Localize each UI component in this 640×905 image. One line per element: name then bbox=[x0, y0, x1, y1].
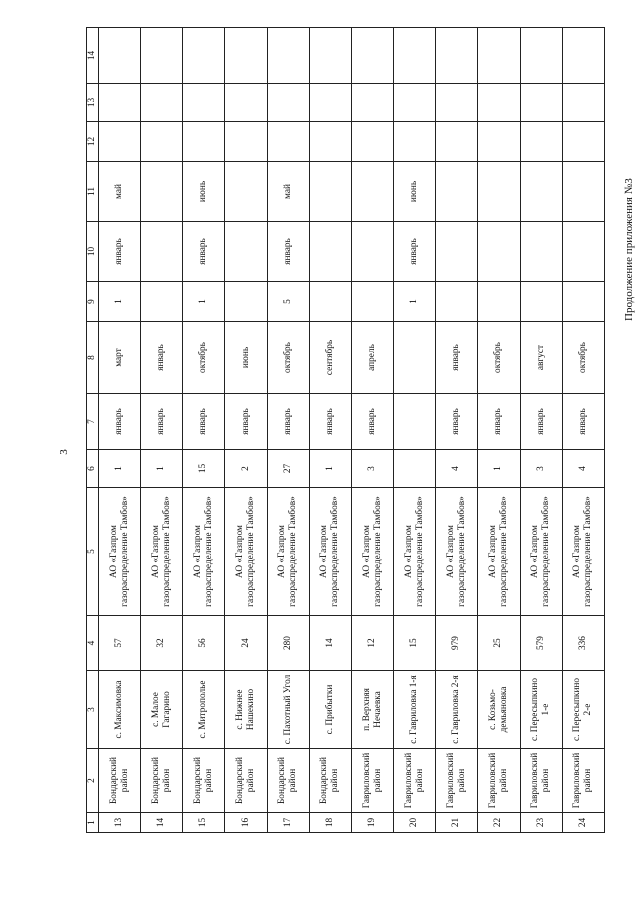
table-cell: с. Пересыпкино 2-е bbox=[562, 671, 604, 749]
table-cell: январь bbox=[99, 394, 141, 450]
table-cell bbox=[520, 222, 562, 282]
column-header: 8 bbox=[87, 322, 99, 394]
table-cell: январь bbox=[562, 394, 604, 450]
table-cell bbox=[436, 122, 478, 162]
table-row bbox=[394, 28, 436, 833]
table-cell bbox=[183, 84, 225, 122]
table-cell: январь bbox=[267, 394, 309, 450]
table-cell: январь bbox=[520, 394, 562, 450]
table-cell: 15 bbox=[394, 616, 436, 671]
table-cell bbox=[99, 28, 141, 84]
table-cell bbox=[267, 28, 309, 84]
table-cell: 22 bbox=[478, 813, 520, 833]
column-header: 6 bbox=[87, 450, 99, 488]
table-cell bbox=[520, 162, 562, 222]
table-cell bbox=[436, 162, 478, 222]
table-cell: июнь bbox=[183, 162, 225, 222]
table-cell: апрель bbox=[351, 322, 393, 394]
table-cell: АО «Газпром газораспределение Тамбов» bbox=[309, 488, 351, 616]
table-cell: 979 bbox=[436, 616, 478, 671]
table-cell: АО «Газпром газораспределение Тамбов» bbox=[478, 488, 520, 616]
table-row bbox=[99, 28, 141, 833]
table-cell: 3 bbox=[351, 450, 393, 488]
table-cell: 1 bbox=[309, 450, 351, 488]
page-number: 3 bbox=[58, 449, 70, 455]
table-cell bbox=[99, 84, 141, 122]
column-header: 12 bbox=[87, 122, 99, 162]
table-cell: АО «Газпром газораспределение Тамбов» bbox=[141, 488, 183, 616]
table-cell: 1 bbox=[183, 282, 225, 322]
table-cell bbox=[225, 28, 267, 84]
table-cell: 2 bbox=[225, 450, 267, 488]
table-cell bbox=[225, 222, 267, 282]
table-cell bbox=[562, 28, 604, 84]
table-cell bbox=[436, 28, 478, 84]
table-cell bbox=[562, 222, 604, 282]
table-cell: январь bbox=[394, 222, 436, 282]
table-cell: с. Митрополье bbox=[183, 671, 225, 749]
table-cell: с. Прибытки bbox=[309, 671, 351, 749]
table-cell: Гавриловский район bbox=[562, 749, 604, 813]
table-cell bbox=[394, 28, 436, 84]
table-cell: 5 bbox=[267, 282, 309, 322]
table-cell bbox=[436, 84, 478, 122]
rotated-table-wrapper bbox=[86, 28, 605, 833]
table-cell: АО «Газпром газораспределение Тамбов» bbox=[520, 488, 562, 616]
table-cell bbox=[478, 162, 520, 222]
table-cell: октябрь bbox=[478, 322, 520, 394]
table-row bbox=[309, 28, 351, 833]
table-cell: 15 bbox=[183, 450, 225, 488]
table-cell: январь bbox=[309, 394, 351, 450]
table-cell: 336 bbox=[562, 616, 604, 671]
table-cell: 17 bbox=[267, 813, 309, 833]
data-table bbox=[86, 27, 605, 833]
table-cell: АО «Газпром газораспределение Тамбов» bbox=[99, 488, 141, 616]
table-cell: 20 bbox=[394, 813, 436, 833]
table-cell bbox=[141, 84, 183, 122]
table-row bbox=[562, 28, 604, 833]
table-cell: 579 bbox=[520, 616, 562, 671]
table-cell: январь bbox=[351, 394, 393, 450]
table-row bbox=[520, 28, 562, 833]
column-header: 2 bbox=[87, 749, 99, 813]
table-cell: АО «Газпром газораспределение Тамбов» bbox=[394, 488, 436, 616]
table-cell: 27 bbox=[267, 450, 309, 488]
table-cell bbox=[562, 84, 604, 122]
table-cell bbox=[478, 282, 520, 322]
table-cell bbox=[309, 282, 351, 322]
table-cell: с. Нижнее Нашекино bbox=[225, 671, 267, 749]
table-cell: Бондарский район bbox=[141, 749, 183, 813]
table-cell: с. Пахотный Угол bbox=[267, 671, 309, 749]
table-cell: 21 bbox=[436, 813, 478, 833]
table-cell bbox=[183, 28, 225, 84]
column-header: 13 bbox=[87, 84, 99, 122]
table-cell: АО «Газпром газораспределение Тамбов» bbox=[183, 488, 225, 616]
table-cell: май bbox=[99, 162, 141, 222]
table-cell: июнь bbox=[225, 322, 267, 394]
table-cell: январь bbox=[183, 222, 225, 282]
table-cell: Бондарский район bbox=[309, 749, 351, 813]
table-cell: Гавриловский район bbox=[436, 749, 478, 813]
table-cell bbox=[183, 122, 225, 162]
table-cell: 3 bbox=[520, 450, 562, 488]
column-header: 5 bbox=[87, 488, 99, 616]
table-cell bbox=[478, 84, 520, 122]
table-cell: январь bbox=[478, 394, 520, 450]
table-cell: АО «Газпром газораспределение Тамбов» bbox=[267, 488, 309, 616]
table-cell: январь bbox=[141, 394, 183, 450]
table-cell bbox=[478, 122, 520, 162]
table-cell: 16 bbox=[225, 813, 267, 833]
table-row bbox=[141, 28, 183, 833]
table-cell: 14 bbox=[309, 616, 351, 671]
table-cell bbox=[99, 122, 141, 162]
table-cell: АО «Газпром газораспределение Тамбов» bbox=[225, 488, 267, 616]
column-header: 9 bbox=[87, 282, 99, 322]
table-cell: с. Пересыпкино 1-е bbox=[520, 671, 562, 749]
table-cell: октябрь bbox=[562, 322, 604, 394]
table-row bbox=[225, 28, 267, 833]
appendix-caption: Продолжение приложения №3 bbox=[623, 178, 635, 321]
table-cell: октябрь bbox=[267, 322, 309, 394]
column-header: 3 bbox=[87, 671, 99, 749]
table-cell bbox=[351, 28, 393, 84]
table-row bbox=[478, 28, 520, 833]
table-cell bbox=[394, 84, 436, 122]
table-cell bbox=[394, 450, 436, 488]
table-row bbox=[267, 28, 309, 833]
table-cell: 15 bbox=[183, 813, 225, 833]
table-row bbox=[436, 28, 478, 833]
table-cell: Бондарский район bbox=[183, 749, 225, 813]
table-cell: АО «Газпром газораспределение Тамбов» bbox=[436, 488, 478, 616]
table-cell: 1 bbox=[99, 282, 141, 322]
table-cell bbox=[394, 394, 436, 450]
table-cell: 280 bbox=[267, 616, 309, 671]
table-cell bbox=[562, 162, 604, 222]
table-cell bbox=[351, 84, 393, 122]
table-cell bbox=[225, 282, 267, 322]
table-cell bbox=[309, 162, 351, 222]
column-header: 14 bbox=[87, 28, 99, 84]
table-cell bbox=[562, 282, 604, 322]
table-cell bbox=[309, 28, 351, 84]
table-cell bbox=[351, 222, 393, 282]
table-cell: 1 bbox=[394, 282, 436, 322]
table-cell: Гавриловский район bbox=[520, 749, 562, 813]
table-cell: 24 bbox=[225, 616, 267, 671]
table-cell bbox=[225, 84, 267, 122]
table-cell: сентябрь bbox=[309, 322, 351, 394]
table-cell bbox=[309, 122, 351, 162]
table-cell: с. Гавриловка 1-я bbox=[394, 671, 436, 749]
table-cell: март bbox=[99, 322, 141, 394]
table-cell bbox=[141, 222, 183, 282]
table-cell: Бондарский район bbox=[99, 749, 141, 813]
column-header: 10 bbox=[87, 222, 99, 282]
table-cell: январь bbox=[99, 222, 141, 282]
table-cell: май bbox=[267, 162, 309, 222]
table-cell bbox=[351, 162, 393, 222]
table-cell: с. Малое Гагарино bbox=[141, 671, 183, 749]
column-header: 4 bbox=[87, 616, 99, 671]
table-cell: 1 bbox=[141, 450, 183, 488]
table-cell bbox=[225, 122, 267, 162]
table-cell: январь bbox=[141, 322, 183, 394]
table-cell bbox=[520, 282, 562, 322]
table-cell: январь bbox=[225, 394, 267, 450]
table-cell: Гавриловский район bbox=[394, 749, 436, 813]
table-cell: Бондарский район bbox=[225, 749, 267, 813]
table-row bbox=[351, 28, 393, 833]
table-cell bbox=[478, 222, 520, 282]
table-cell: июнь bbox=[394, 162, 436, 222]
table-cell: август bbox=[520, 322, 562, 394]
table-cell: Гавриловский район bbox=[351, 749, 393, 813]
table-cell bbox=[351, 282, 393, 322]
table-cell: АО «Газпром газораспределение Тамбов» bbox=[351, 488, 393, 616]
table-cell bbox=[141, 28, 183, 84]
table-cell bbox=[520, 84, 562, 122]
table-cell: 4 bbox=[562, 450, 604, 488]
table-cell: Бондарский район bbox=[267, 749, 309, 813]
table-cell: 12 bbox=[351, 616, 393, 671]
table-cell bbox=[394, 122, 436, 162]
table-cell: 56 bbox=[183, 616, 225, 671]
table-cell: 4 bbox=[436, 450, 478, 488]
column-header: 1 bbox=[87, 813, 99, 833]
table-cell bbox=[520, 122, 562, 162]
table-cell: 13 bbox=[99, 813, 141, 833]
table-cell: АО «Газпром газораспределение Тамбов» bbox=[562, 488, 604, 616]
table-cell: октябрь bbox=[183, 322, 225, 394]
table-cell bbox=[267, 84, 309, 122]
table-cell bbox=[309, 84, 351, 122]
header-row bbox=[87, 28, 99, 833]
table-cell bbox=[309, 222, 351, 282]
table-cell: 57 bbox=[99, 616, 141, 671]
table-cell: 24 bbox=[562, 813, 604, 833]
table-cell bbox=[267, 122, 309, 162]
table-cell bbox=[436, 222, 478, 282]
table-cell: 1 bbox=[478, 450, 520, 488]
table-row bbox=[183, 28, 225, 833]
table-cell: 1 bbox=[99, 450, 141, 488]
table-cell bbox=[141, 122, 183, 162]
table-cell: с. Гавриловка 2-я bbox=[436, 671, 478, 749]
table-cell: 18 bbox=[309, 813, 351, 833]
table-cell bbox=[478, 28, 520, 84]
table-cell bbox=[436, 282, 478, 322]
table-cell: 19 bbox=[351, 813, 393, 833]
table-cell: 14 bbox=[141, 813, 183, 833]
table-cell bbox=[394, 322, 436, 394]
table-cell bbox=[225, 162, 267, 222]
table-cell: январь bbox=[436, 322, 478, 394]
table-cell: с. Максимовка bbox=[99, 671, 141, 749]
column-header: 11 bbox=[87, 162, 99, 222]
table-cell: п. Верхняя Нечаевка bbox=[351, 671, 393, 749]
table-cell: с. Козьмо-демьяновка bbox=[478, 671, 520, 749]
table-cell bbox=[141, 162, 183, 222]
table-cell: 32 bbox=[141, 616, 183, 671]
table-cell: 25 bbox=[478, 616, 520, 671]
column-header: 7 bbox=[87, 394, 99, 450]
table-cell: январь bbox=[267, 222, 309, 282]
table-cell bbox=[520, 28, 562, 84]
table-cell bbox=[351, 122, 393, 162]
table-cell: Гавриловский район bbox=[478, 749, 520, 813]
table-cell: январь bbox=[436, 394, 478, 450]
table-cell bbox=[141, 282, 183, 322]
table-cell: январь bbox=[183, 394, 225, 450]
table-cell bbox=[562, 122, 604, 162]
table-cell: 23 bbox=[520, 813, 562, 833]
